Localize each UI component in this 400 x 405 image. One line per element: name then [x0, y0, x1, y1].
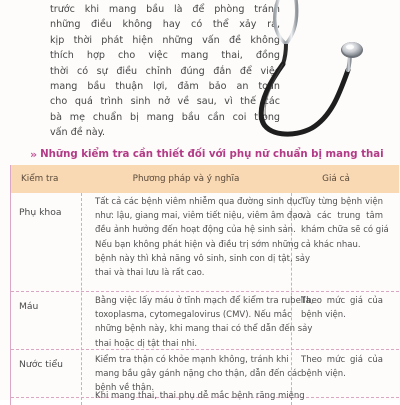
desc-line: Tất cả các bệnh viêm nhiễm qua đường sinh dục — [95, 197, 303, 207]
intro-line: cho quá trình sinh nở về sau, vì thế các — [50, 96, 280, 108]
price-line: cả khác nhau. — [301, 239, 361, 250]
row-price — [301, 353, 383, 381]
row-label: Máu — [19, 301, 39, 312]
price-line: Theo mức giá của — [301, 296, 383, 306]
desc-line: mang bầu gây gánh nặng cho thận, dẫn đến các — [95, 369, 302, 380]
desc-line: Khi mang thai, thai phụ dễ mắc bệnh răng miệng — [95, 391, 305, 401]
row-divider — [11, 291, 399, 292]
intro-line: thích hợp cho việc mang thai, đồng — [50, 50, 280, 62]
intro-line: kịp thời phát hiện những vấn đề không — [50, 34, 280, 46]
price-line: khám chữa sẽ có giá — [301, 225, 389, 236]
header-method: Phương pháp và ý nghĩa — [132, 174, 240, 184]
exam-table — [10, 165, 398, 405]
price-line: Theo mức giá của — [301, 355, 383, 365]
header-price: Giá cả — [322, 174, 350, 184]
desc-line: Nếu bạn không phát hiện và điều trị sớm những — [95, 239, 299, 250]
cut-off-text — [95, 389, 305, 403]
double-chevron-icon: » — [30, 148, 36, 161]
desc-line: Bằng việc lấy máu ở tĩnh mạch để kiểm tra rubella, — [95, 296, 314, 306]
desc-line: toxoplasma, cytomegalovirus (CMV). Nếu mắc — [95, 310, 292, 321]
intro-line: vấn đề này. — [50, 127, 106, 139]
cut-off-row — [11, 391, 399, 404]
row-price — [301, 294, 383, 322]
section-title — [30, 148, 384, 161]
desc-line: Kiểm tra thận có khỏe mạnh không, tránh khi — [95, 355, 289, 365]
row-description — [95, 195, 311, 280]
intro-line: mang bầu thuận lợi, đảm bảo an toàn — [50, 81, 280, 93]
section-title-text: Những kiểm tra cần thiết đối với phụ nữ chuẩn bị mang thai — [40, 149, 384, 160]
column-divider — [81, 193, 82, 405]
header-exam: Kiểm tra — [21, 174, 59, 184]
row-description — [95, 294, 314, 351]
desc-line: bệnh này thì khả năng vô sinh, sinh con dị tật, sảy — [95, 253, 311, 264]
intro-line: bà mẹ chuẩn bị mang bầu cần coi trọng — [50, 111, 280, 123]
price-line: và các trung tâm — [301, 211, 383, 222]
desc-line: đều ảnh hưởng đến hoạt động của hệ sinh sản. — [95, 225, 296, 236]
desc-line: như: lậu, giang mai, viêm tiết niệu, viêm âm đạo... — [95, 211, 311, 222]
intro-line: những điều không hay có thể xảy ra, — [50, 19, 280, 31]
row-label: Phụ khoa — [19, 207, 62, 218]
price-line: Tùy từng bệnh viện — [301, 197, 383, 207]
desc-line: bệnh về thận. — [95, 383, 155, 394]
price-line: bệnh viện. — [301, 310, 346, 321]
intro-line: thời có sự điều chỉnh đúng đắn để việc — [50, 65, 280, 77]
desc-line: những bệnh này, khi mang thai có thể dẫn đến sảy — [95, 324, 313, 335]
table-header — [11, 165, 399, 193]
price-line: bệnh viện. — [301, 369, 346, 380]
row-label: Nước tiểu — [19, 359, 63, 370]
row-price — [301, 195, 389, 252]
intro-line: trước khi mang bầu là để phòng tránh — [50, 4, 280, 15]
stethoscope-illustration — [236, 0, 400, 140]
desc-line: thai và thai lưu là rất cao. — [95, 268, 205, 279]
desc-line: thai hoặc dị tật thai nhi. — [95, 338, 198, 349]
